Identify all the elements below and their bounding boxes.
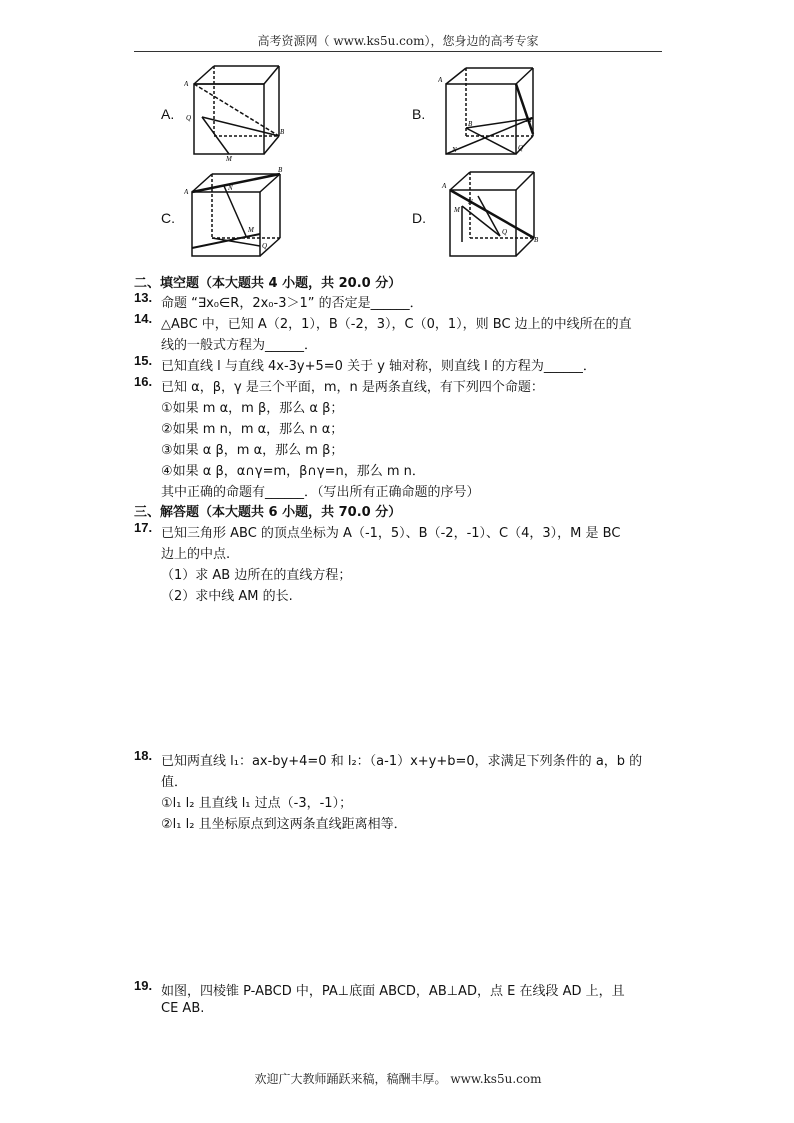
point-label: A — [438, 76, 443, 84]
question-text: 其中正确的命题有______．（写出所有正确命题的序号） — [161, 485, 480, 500]
question-number: 18. — [134, 748, 153, 763]
question-number: 16. — [134, 374, 153, 389]
cube-figure-b — [438, 62, 538, 162]
question-text: （1）求 AB 边所在的直线方程； — [161, 568, 352, 583]
point-label: M — [454, 206, 460, 214]
point-label: M — [248, 226, 254, 234]
question-text: 线的一般式方程为______． — [161, 338, 318, 353]
question-text: ①如果 m α，m β，那么 α β； — [161, 401, 344, 416]
question-text: ②如果 m n，m α，那么 n α； — [161, 422, 344, 437]
question-text: 已知直线 l 与直线 4x-3y+5=0 关于 y 轴对称，则直线 l 的方程为______． — [161, 359, 596, 374]
question-text: CE AB. — [161, 1001, 205, 1016]
point-label: M — [526, 116, 532, 124]
point-label: A — [442, 182, 447, 190]
question-text: ①l₁ l₂ 且直线 l₁ 过点（-3，-1）； — [161, 796, 353, 811]
point-label: M — [226, 155, 232, 162]
question-text: 值． — [161, 775, 188, 790]
question-number: 17. — [134, 520, 153, 535]
question-text: 命题 “∃x₀∈R，2x₀-3＞1” 的否定是______． — [161, 296, 423, 311]
cube-figure-c — [184, 166, 284, 261]
header-divider — [134, 51, 662, 52]
point-label: N — [228, 184, 233, 192]
point-label: Q — [502, 228, 508, 236]
option-a-label: A. — [161, 106, 175, 122]
question-number: 15. — [134, 353, 153, 368]
point-label: A — [184, 188, 189, 196]
question-text: 已知两直线 l₁：ax-by+4=0 和 l₂：（a-1）x+y+b=0，求满足下列条件的 a，b 的 — [161, 754, 643, 769]
question-text: △ABC 中，已知 A（2，1），B（-2，3），C（0，1），则 BC 边上的中线所在的直 — [161, 317, 632, 332]
point-label: Q — [518, 144, 524, 152]
section-fill-in-title: 二、填空题（本大题共 4 小题，共 20.0 分） — [134, 276, 402, 291]
cube-figure-d — [440, 166, 540, 261]
point-label: B — [468, 120, 473, 128]
section-answer-title: 三、解答题（本大题共 6 小题，共 70.0 分） — [134, 505, 402, 520]
point-label: B — [280, 128, 284, 136]
question-text: 已知 α，β，γ 是三个平面，m，n 是两条直线，有下列四个命题： — [161, 380, 544, 395]
question-text: 如图，四棱锥 P-ABCD 中，PA⊥底面 ABCD，AB⊥AD，点 E 在线段 AD 上，且 — [161, 984, 625, 999]
question-text: ④如果 α β，α∩γ=m，β∩γ=n，那么 m n． — [161, 464, 425, 479]
question-text: （2）求中线 AM 的长. — [161, 589, 293, 604]
question-text: 已知三角形 ABC 的顶点坐标为 A（-1，5）、B（-2，-1）、C（4，3），M 是 BC — [161, 526, 621, 541]
question-text: ③如果 α β，m α，那么 m β； — [161, 443, 344, 458]
option-b-label: B. — [412, 106, 426, 122]
page-footer: 欢迎广大教师踊跃来稿，稿酬丰厚。 www.ks5u.com — [254, 1072, 542, 1086]
question-number: 14. — [134, 311, 153, 326]
cube-figure-a — [184, 62, 284, 162]
option-d-label: D. — [412, 210, 426, 226]
point-label: Q — [186, 114, 192, 122]
page-header: 高考资源网（ www.ks5u.com），您身边的高考专家 — [257, 34, 539, 48]
point-label: B — [534, 236, 539, 244]
question-text: 边上的中点. — [161, 547, 231, 562]
question-text: ②l₁ l₂ 且坐标原点到这两条直线距离相等． — [161, 817, 407, 832]
question-number: 13. — [134, 290, 153, 305]
point-label: N — [452, 146, 457, 154]
point-label: A — [184, 80, 189, 88]
question-number: 19. — [134, 978, 153, 993]
point-label: Q — [262, 242, 268, 250]
point-label: B — [278, 166, 283, 174]
point-label: N — [468, 198, 473, 206]
option-c-label: C. — [161, 210, 175, 226]
